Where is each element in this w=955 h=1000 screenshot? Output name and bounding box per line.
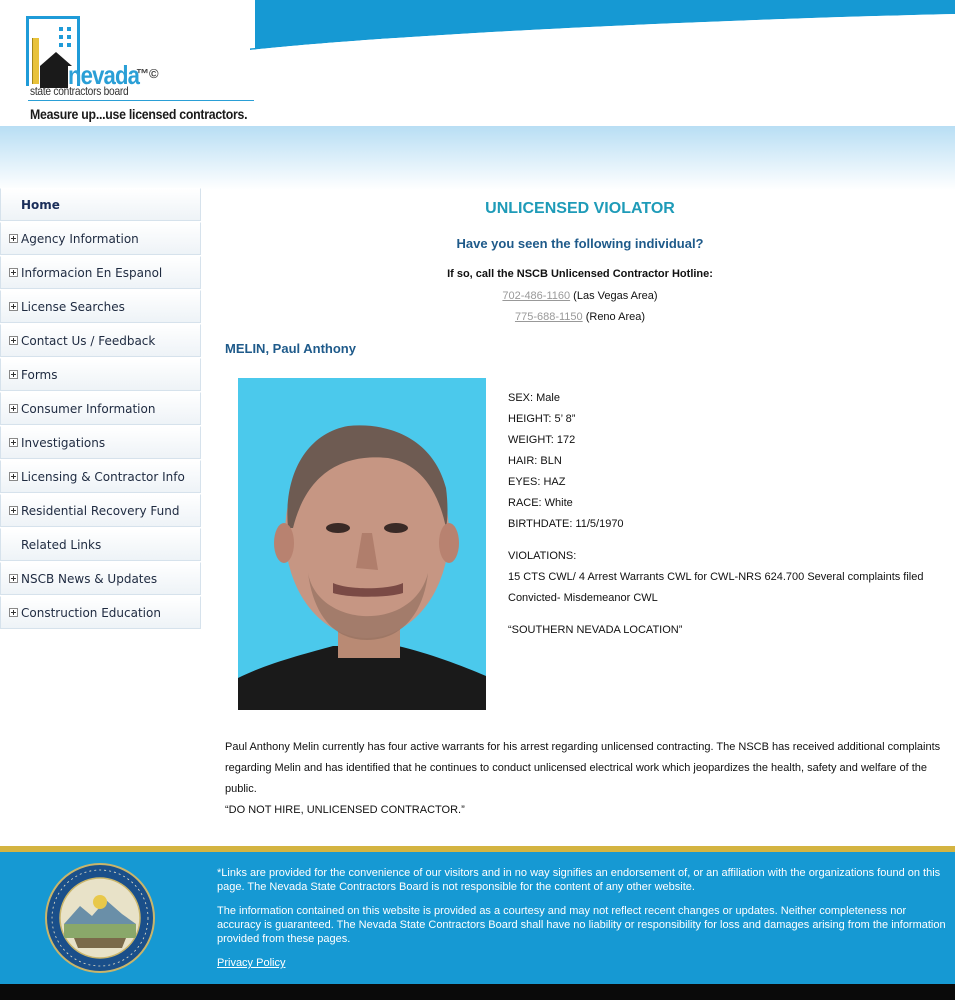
expand-plus-icon[interactable]: [9, 472, 18, 481]
disclaimer-links: *Links are provided for the convenience of our visitors and in no way signifies an endorsement of, or an affiliation with the organizations found on this page. The Nevada State Contractors Board is not responsible for the content of any other website.: [217, 867, 941, 893]
sidebar-item-license-searches[interactable]: [0, 290, 201, 323]
privacy-policy-link[interactable]: Privacy Policy: [217, 957, 286, 969]
sidebar-item-consumer-information[interactable]: [0, 392, 201, 425]
detail-race: RACE: White: [508, 497, 573, 509]
sidebar-item-label: Consumer Information: [21, 401, 156, 416]
violator-name: MELIN, Paul Anthony: [225, 341, 356, 356]
detail-weight: WEIGHT: 172: [508, 434, 576, 446]
sidebar-item-residential-recovery-fund[interactable]: [0, 494, 201, 527]
detail-sex: SEX: Male: [508, 392, 560, 404]
detail-height: HEIGHT: 5’ 8”: [508, 413, 576, 425]
expand-plus-icon[interactable]: [9, 438, 18, 447]
phone-area-label: (Las Vegas Area): [570, 290, 658, 302]
page-subtitle: Have you seen the following individual?: [456, 236, 704, 251]
footer-disclaimer: [217, 866, 952, 970]
nscb-logo[interactable]: [24, 14, 264, 126]
sidebar-item-licensing-contractor-info[interactable]: [0, 460, 201, 493]
expand-plus-icon[interactable]: [9, 574, 18, 583]
footer-bottom-bar: [0, 984, 955, 1000]
expand-plus-icon[interactable]: [9, 234, 18, 243]
phone-area-label: (Reno Area): [582, 311, 646, 323]
sidebar-item-label: Contact Us / Feedback: [21, 333, 156, 348]
sidebar-item-informacion-en-espanol[interactable]: [0, 256, 201, 289]
sidebar-item-forms[interactable]: [0, 358, 201, 391]
sidebar-item-contact-us[interactable]: [0, 324, 201, 357]
phone-line-las-vegas: [205, 290, 955, 302]
ruler-icon: [32, 38, 39, 84]
expand-plus-icon[interactable]: [9, 608, 18, 617]
sidebar-item-label: Forms: [21, 367, 58, 382]
logo-tagline: Measure up...use licensed contractors.: [30, 106, 248, 122]
sidebar-item-label: License Searches: [21, 299, 125, 314]
main-content: [205, 188, 955, 838]
summary-paragraph: Paul Anthony Melin currently has four active warrants for his arrest regarding unlicensed contracting. The NSCB has received additional complaints regarding Melin and has identified that he continues to conduct unlicensed electrical work which jeopardizes the health, safety and welfare of the public.: [225, 741, 941, 795]
sidebar-item-home[interactable]: [0, 188, 201, 221]
location-text: “SOUTHERN NEVADA LOCATION”: [508, 624, 683, 636]
page-title: UNLICENSED VIOLATOR: [485, 200, 675, 217]
sidebar-nav: [0, 188, 201, 630]
sidebar-item-label: Construction Education: [21, 605, 161, 620]
expand-plus-icon[interactable]: [9, 404, 18, 413]
sidebar-item-investigations[interactable]: [0, 426, 201, 459]
violations-label: VIOLATIONS:: [508, 550, 577, 562]
nevada-state-seal-icon: [44, 862, 156, 974]
expand-plus-icon[interactable]: [9, 506, 18, 515]
sidebar-item-related-links[interactable]: [0, 528, 201, 561]
logo-divider: [28, 100, 254, 101]
phone-line-reno: [205, 311, 955, 323]
disclaimer-accuracy: The information contained on this website is provided as a courtesy and may not reflect recent changes or updates. Neither completeness nor accuracy is guaranteed. The Nevada State Contractors Board shall have no liability or responsibility for loss and damages arising from the information provided from these pages.: [217, 905, 946, 945]
sidebar-item-label: Agency Information: [21, 231, 139, 246]
sidebar-item-label: Licensing & Contractor Info: [21, 469, 185, 484]
violator-details: [508, 391, 624, 538]
violations-text: 15 CTS CWL/ 4 Arrest Warrants CWL for CWL-NRS 624.700 Several complaints filed: [508, 571, 924, 583]
sidebar-item-label: Investigations: [21, 435, 106, 450]
person-portrait-graphic: [238, 378, 486, 710]
logo-wordmark: nevada: [68, 60, 140, 90]
sidebar-item-label: Home: [21, 197, 60, 212]
expand-plus-icon[interactable]: [9, 336, 18, 345]
sidebar-item-agency-information[interactable]: [0, 222, 201, 255]
sidebar-item-construction-education[interactable]: [0, 596, 201, 629]
sidebar-item-label: Informacion En Espanol: [21, 265, 163, 280]
violator-photo: [238, 378, 486, 710]
detail-eyes: EYES: HAZ: [508, 476, 566, 488]
logo-subtitle: state contractors board: [30, 84, 129, 98]
detail-hair: HAIR: BLN: [508, 455, 562, 467]
violator-summary: [225, 737, 950, 821]
phone-link-reno[interactable]: 775-688-1150: [514, 311, 583, 323]
trademark-mark: ™©: [136, 66, 159, 81]
phone-link-las-vegas[interactable]: 702-486-1160: [502, 290, 571, 302]
footer: [0, 852, 955, 984]
expand-plus-icon[interactable]: [9, 302, 18, 311]
expand-plus-icon[interactable]: [9, 370, 18, 379]
sidebar-item-label: NSCB News & Updates: [21, 571, 158, 586]
violations-conviction: Convicted- Misdemeanor CWL: [508, 592, 658, 604]
sidebar-item-label: Residential Recovery Fund: [21, 503, 180, 518]
header: [0, 0, 955, 190]
hotline-text: If so, call the NSCB Unlicensed Contractor Hotline:: [447, 268, 713, 280]
sidebar-item-label: Related Links: [21, 537, 102, 552]
detail-birthdate: BIRTHDATE: 11/5/1970: [508, 518, 624, 530]
summary-warning: “DO NOT HIRE, UNLICENSED CONTRACTOR.”: [225, 804, 465, 816]
sidebar-item-nscb-news-updates[interactable]: [0, 562, 201, 595]
expand-plus-icon[interactable]: [9, 268, 18, 277]
